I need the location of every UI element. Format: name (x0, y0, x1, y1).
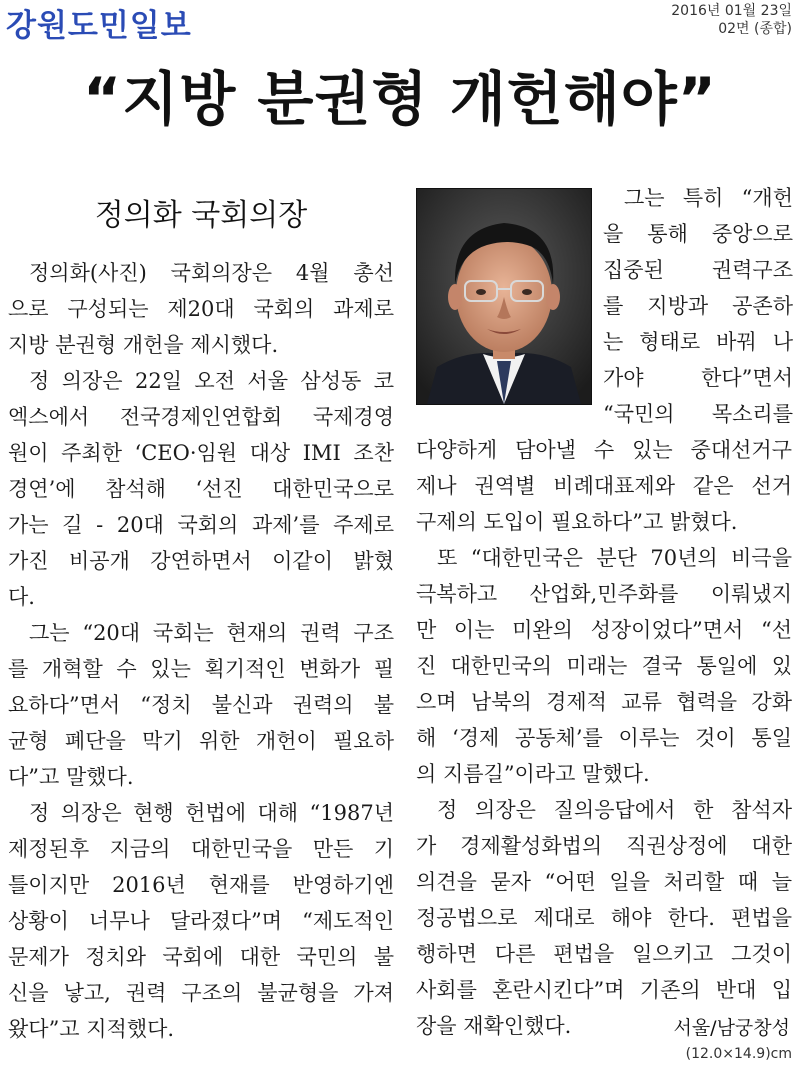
text-line: 가진 비공개 강연하면서 이같이 밝혔 (8, 549, 394, 573)
text-line: 다양하게 담아낼 수 있는 중대선거구 (416, 438, 792, 462)
text-line: 그는 “20대 국회는 현재의 권력 구조 (29, 621, 394, 645)
text-line: 정 의장은 22일 오전 서울 삼성동 코 (29, 369, 394, 393)
text-line: 틀이지만 2016년 현재를 반영하기엔 (8, 873, 394, 897)
right-bottom-text-column (416, 432, 792, 1044)
clip-size: (12.0×14.9)cm (685, 1046, 792, 1062)
text-line: 를 개혁할 수 있는 획기적인 변화가 필 (8, 657, 394, 681)
issue-date: 2016년 01월 23일 (671, 3, 792, 19)
text-line: 를 지방과 공존하 (603, 294, 793, 318)
text-line: 지방 분권형 개헌을 제시했다. (8, 333, 279, 357)
text-line: 다”고 말했다. (8, 765, 134, 789)
text-line: 제정된후 지금의 대한민국을 만든 기 (8, 837, 394, 861)
text-line: 가야 한다”면서 (603, 366, 793, 390)
text-line: 극복하고 산업화,민주화를 이뤄냈지 (416, 582, 792, 606)
text-line: 사회를 혼란시킨다”며 기존의 반대 입 (416, 978, 792, 1002)
text-line: 는 형태로 바꿔 나 (603, 330, 793, 354)
text-line: 상황이 너무나 달라졌다”며 “제도적인 (8, 909, 394, 933)
text-line: 가 경제활성화법의 직권상정에 대한 (416, 834, 792, 858)
text-line: 왔다”고 지적했다. (8, 1017, 175, 1041)
text-line: 의 지름길”이라고 말했다. (416, 762, 650, 786)
text-line: 다. (8, 585, 35, 609)
article-subheadline: 정의화 국회의장 (94, 198, 308, 233)
left-text-column (8, 255, 394, 1047)
text-line: 으로 구성되는 제20대 국회의 과제로 (8, 297, 394, 321)
text-line: 행하면 다른 편법을 일으키고 그것이 (416, 942, 792, 966)
text-line: 진 대한민국의 미래는 결국 통일에 있 (416, 654, 792, 678)
text-line: 정 의장은 현행 헌법에 대해 “1987년 (29, 801, 394, 825)
text-line: 제나 권역별 비례대표제와 같은 선거 (416, 474, 792, 498)
text-line: 의견을 묻자 “어떤 일을 처리할 때 늘 (416, 870, 792, 894)
text-line: 신을 낳고, 권력 구조의 불균형을 가져 (8, 981, 394, 1005)
text-line: 해 ‘경제 공동체’를 이루는 것이 통일 (416, 726, 792, 750)
issue-meta (671, 2, 792, 38)
text-line: “국민의 목소리를 (603, 402, 793, 426)
text-line: 집중된 권력구조 (603, 258, 793, 282)
text-line: 정 의장은 질의응답에서 한 참석자 (437, 798, 792, 822)
text-line: 정의화(사진) 국회의장은 4월 총선 (29, 261, 394, 285)
right-top-text-column (603, 180, 793, 432)
text-line: 문제가 정치와 국회에 대한 국민의 불 (8, 945, 394, 969)
article-byline: 서울/남궁창성 (673, 1017, 790, 1039)
text-line: 엑스에서 전국경제인연합회 국제경영 (8, 405, 394, 429)
newspaper-logo: 강원도민일보 (6, 8, 192, 44)
text-line: 구제의 도입이 필요하다”고 밝혔다. (416, 510, 738, 534)
text-line: 경연’에 참석해 ‘선진 대한민국으로 (8, 477, 394, 501)
text-line: 을 통해 중앙으로 (603, 222, 793, 246)
portrait-image (417, 189, 591, 404)
text-line: 정공법으로 제대로 해야 한다. 편법을 (416, 906, 792, 930)
text-line: 가는 길 - 20대 국회의 과제’를 주제로 (8, 513, 394, 537)
text-line: 그는 특히 “개헌 (624, 186, 793, 210)
text-line: 만 이는 미완의 성장이었다”면서 “선 (416, 618, 792, 642)
text-line: 장을 재확인했다. (416, 1014, 572, 1038)
article-headline: “지방 분권형 개헌해야” (83, 65, 717, 133)
text-line: 또 “대한민국은 분단 70년의 비극을 (437, 546, 792, 570)
page-section: 02면 (종합) (718, 21, 792, 37)
text-line: 으며 남북의 경제적 교류 협력을 강화 (416, 690, 792, 714)
text-line: 균형 폐단을 막기 위한 개헌이 필요하 (8, 729, 394, 753)
text-line: 요하다”면서 “정치 불신과 권력의 불 (8, 693, 394, 717)
portrait-photo (416, 188, 592, 405)
text-line: 원이 주최한 ‘CEO·임원 대상 IMI 조찬 (8, 441, 394, 465)
